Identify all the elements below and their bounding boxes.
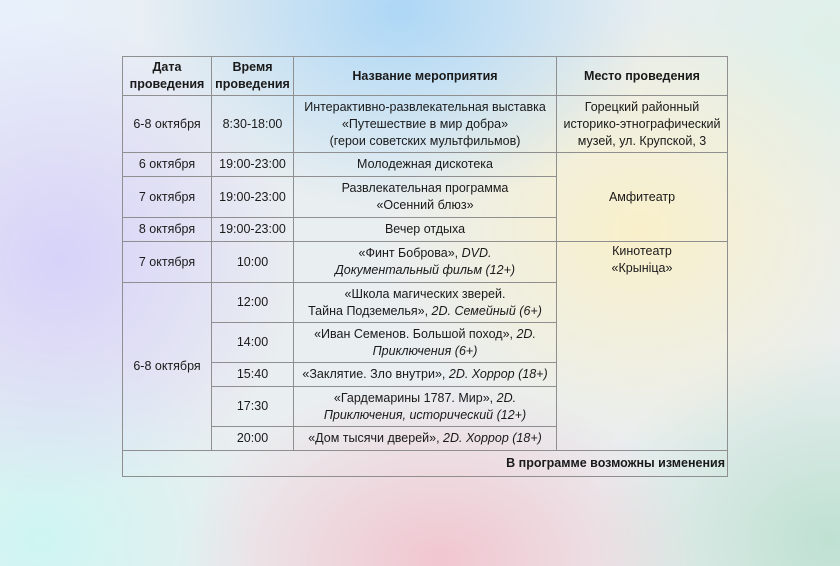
cell-time: 15:40 [212,363,294,387]
cell-time: 19:00-23:00 [212,153,294,177]
event-genre: 2D. Хоррор (18+) [443,431,542,445]
event-schedule-table [122,56,728,477]
cell-date: 7 октября [123,242,212,283]
header-date-line1: Дата [152,60,182,74]
cell-event [294,177,557,218]
cell-place [557,96,728,153]
cell-date: 8 октября [123,218,212,242]
place-line: Кинотеатр [612,244,672,258]
cell-time: 19:00-23:00 [212,177,294,218]
table-row [123,242,728,283]
event-title: «Гардемарины 1787. Мир», [333,390,497,405]
header-time-line2: проведения [215,77,290,91]
cell-event [294,363,557,387]
event-line: «Путешествие в мир добра» [341,116,509,131]
event-genre: Документальный фильм (12+) [334,263,516,277]
header-time-line1: Время [232,60,273,74]
cell-date: 7 октября [123,177,212,218]
cell-event [294,96,557,153]
cell-time: 20:00 [212,427,294,451]
cell-date: 6-8 октября [123,283,212,451]
cell-event [294,427,557,451]
header-time [212,57,294,96]
event-genre: 2D. Семейный (6+) [431,303,542,318]
header-date [123,57,212,96]
event-title: «Финт Боброва», [358,246,462,260]
event-format: DVD. [461,246,492,260]
cell-time: 19:00-23:00 [212,218,294,242]
cell-place [557,242,728,451]
event-title: «Иван Семенов. Большой поход», [314,326,517,341]
cell-event [294,323,557,363]
cell-time: 17:30 [212,387,294,427]
table-footer-row [123,451,728,477]
cell-time: 10:00 [212,242,294,283]
place-line: музей, ул. Крупской, 3 [577,133,707,148]
cell-date: 6-8 октября [123,96,212,153]
cell-time: 14:00 [212,323,294,363]
cell-event [294,283,557,323]
event-line: Интерактивно-развлекательная выставка [304,99,546,114]
event-line: «Осенний блюз» [376,198,474,212]
table-row [123,96,728,153]
cell-event [294,387,557,427]
header-event: Название мероприятия [294,57,557,96]
event-title: «Заклятие. Зло внутри», [302,367,449,381]
footer-note: В программе возможны изменения [123,451,728,477]
event-line: (герои советских мультфильмов) [329,133,521,148]
event-title: «Школа магических зверей. [344,286,506,301]
cell-event [294,242,557,283]
event-format: 2D. [496,390,517,405]
table-row [123,153,728,177]
event-format: 2D. [516,326,536,341]
cell-event: Вечер отдыха [294,218,557,242]
cell-time: 12:00 [212,283,294,323]
cell-place: Амфитеатр [557,153,728,242]
header-place: Место проведения [557,57,728,96]
place-line: историко-этнографический [563,116,721,131]
event-genre: 2D. Хоррор (18+) [448,367,548,381]
header-date-line2: проведения [129,77,205,91]
event-title: «Дом тысячи дверей», [308,431,444,445]
table-header-row [123,57,728,96]
event-line: Развлекательная программа [341,181,509,195]
event-title: Тайна Подземелья», [308,303,432,318]
cell-time: 8:30-18:00 [212,96,294,153]
event-genre: Приключения, исторический (12+) [323,407,527,422]
place-line: «Крыніца» [611,261,673,275]
place-line: Горецкий районный [584,99,700,114]
cell-date: 6 октября [123,153,212,177]
event-genre: Приключения (6+) [372,343,478,358]
cell-event: Молодежная дискотека [294,153,557,177]
